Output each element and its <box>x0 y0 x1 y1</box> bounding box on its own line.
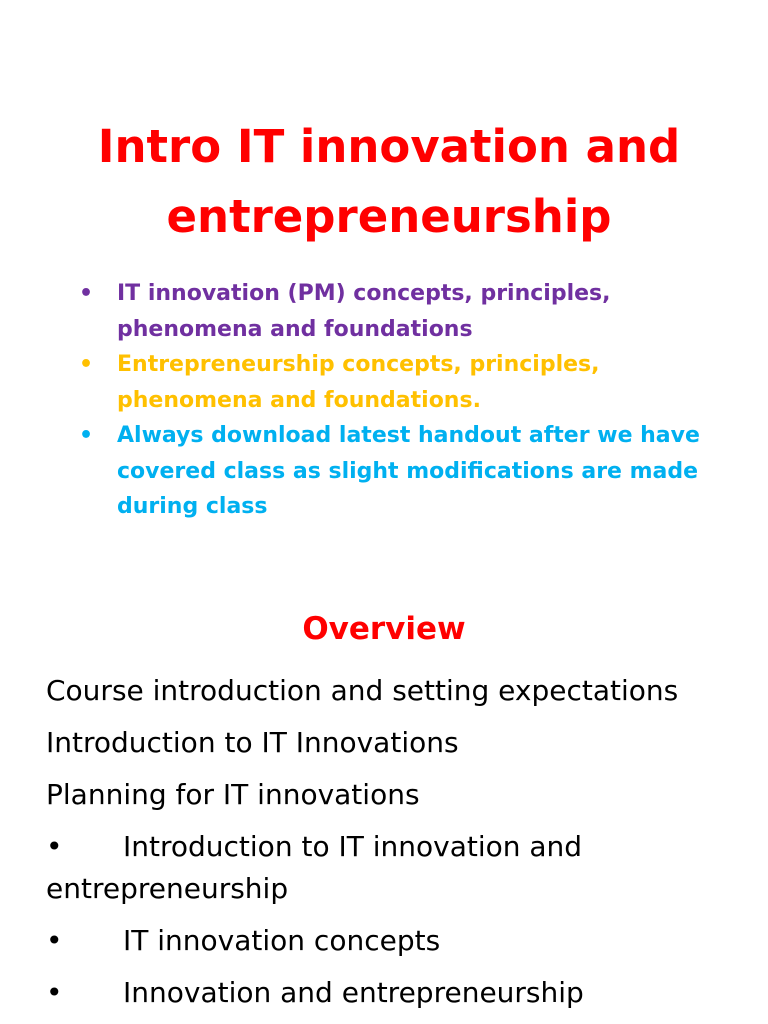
bullet-marker: • <box>79 423 94 448</box>
overview-bullet-marker: • <box>46 976 63 1009</box>
overview-item <box>46 670 746 712</box>
bullet-item <box>79 418 717 525</box>
overview-item <box>46 972 746 1014</box>
overview-item <box>46 920 746 962</box>
overview-item-text: Planning for IT innovations <box>46 778 420 811</box>
overview-item-text: Introduction to IT innovation and entrepreneurship <box>46 830 583 905</box>
overview-item <box>46 722 746 764</box>
bullet-marker: • <box>79 352 94 377</box>
overview-item-text: Innovation and entrepreneurship <box>123 976 584 1009</box>
bullet-item <box>79 347 717 418</box>
overview-list <box>46 670 746 1024</box>
overview-item-text: IT innovation concepts <box>123 924 441 957</box>
slide-bullet-list <box>79 276 717 525</box>
bullet-text: Always download latest handout after we have covered class as slight modifications are made during class <box>117 423 700 519</box>
overview-item-text: Introduction to IT Innovations <box>46 726 459 759</box>
overview-heading: Overview <box>302 611 466 647</box>
overview-item <box>46 826 746 910</box>
bullet-text: Entrepreneurship concepts, principles, phenomena and foundations. <box>117 352 600 413</box>
overview-bullet-marker: • <box>46 830 63 863</box>
bullet-marker: • <box>79 281 94 306</box>
bullet-text: IT innovation (PM) concepts, principles, phenomena and foundations <box>117 281 611 342</box>
slide-title: Intro IT innovation and entrepreneurship <box>97 120 681 243</box>
bullet-item <box>79 276 717 347</box>
overview-bullet-marker: • <box>46 924 63 957</box>
overview-item-text: Course introduction and setting expectations <box>46 674 679 707</box>
overview-item <box>46 774 746 816</box>
